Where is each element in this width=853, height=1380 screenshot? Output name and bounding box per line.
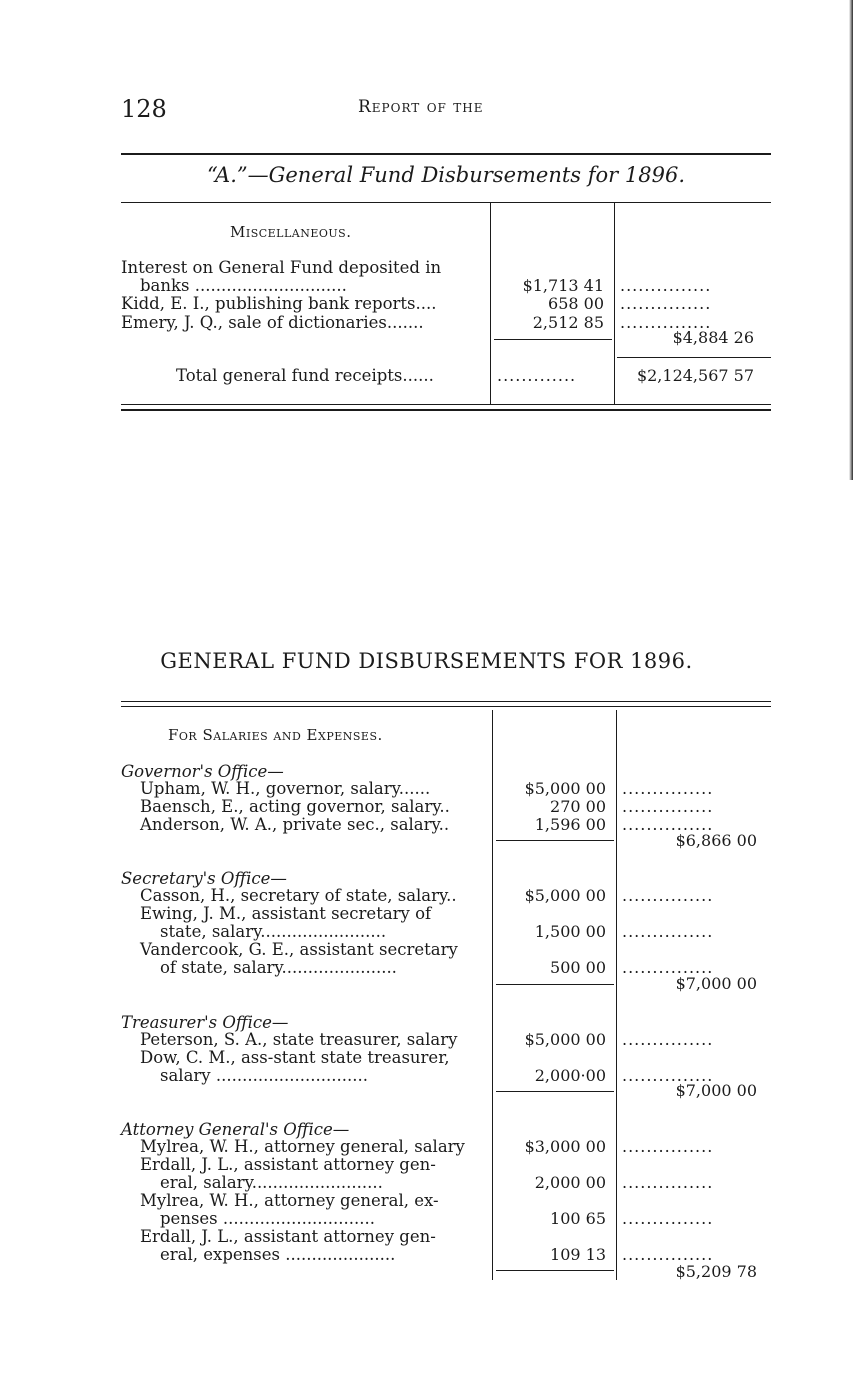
governor-row-2-amount: 270 00 — [550, 797, 606, 816]
treasurer-row-2-label: Dow, C. M., ass-stant state treasurer, — [140, 1048, 450, 1067]
table-a-row-1-line1: Interest on General Fund deposited in — [121, 258, 442, 277]
disb-col-divider-2 — [616, 710, 617, 1280]
governor-row-3-dots: ............... — [622, 815, 714, 834]
governor-row-2-dots: ............... — [622, 797, 714, 816]
table-a-col-divider-2 — [614, 203, 615, 405]
secretary-total: $7,000 00 — [675, 974, 757, 993]
attorney-row-3-amount: 100 65 — [550, 1209, 606, 1228]
table-a-total-label: Total general fund receipts...... — [176, 366, 434, 385]
secretary-row-3-amount: 500 00 — [550, 958, 606, 977]
attorney-row-4-label: Erdall, J. L., assistant attorney gen- — [140, 1227, 436, 1246]
treasurer-row-1-dots: ............... — [622, 1030, 714, 1049]
attorney-row-4-label-cont: eral, expenses ..................... — [160, 1245, 396, 1264]
running-head: Report of the — [358, 97, 484, 117]
attorney-row-3-label: Mylrea, W. H., attorney general, ex- — [140, 1191, 439, 1210]
main-title: GENERAL FUND DISBURSEMENTS FOR 1896. — [160, 649, 693, 673]
table-a-subtotal: $4,884 26 — [672, 328, 754, 347]
attorney-row-1-dots: ............... — [622, 1137, 714, 1156]
attorney-row-2-label-cont: eral, salary......................... — [160, 1173, 383, 1192]
table-a-bottom-rule-1 — [121, 404, 771, 405]
disb-col-divider-1 — [492, 710, 493, 1280]
governor-office-heading: Governor's Office— — [121, 762, 284, 781]
table-a-row-2-dots: ............... — [620, 294, 712, 313]
table-a-title: “A.”—General Fund Disbursements for 1896. — [207, 163, 685, 187]
treasurer-total: $7,000 00 — [675, 1081, 757, 1100]
treasurer-row-2-label-cont: salary ............................. — [160, 1066, 368, 1085]
table-a-total-amount: $2,124,567 57 — [636, 366, 754, 385]
governor-total: $6,866 00 — [675, 831, 757, 850]
page-edge-shadow — [849, 0, 853, 480]
attorney-row-2-amount: 2,000 00 — [534, 1173, 606, 1192]
disb-top-rule-2 — [121, 706, 771, 707]
table-a-top-rule — [121, 153, 771, 155]
treasurer-row-2-amount: 2,000·00 — [534, 1066, 606, 1085]
table-a-row-1-dots: ............... — [620, 276, 712, 295]
secretary-subtotal-rule — [496, 984, 614, 985]
attorney-row-4-amount: 109 13 — [550, 1245, 606, 1264]
secretary-row-3-label: Vandercook, G. E., assistant secretary — [140, 940, 458, 959]
disb-top-rule-1 — [121, 701, 771, 702]
treasurer-row-2-dots: ............... — [622, 1066, 714, 1085]
attorney-total: $5,209 78 — [675, 1262, 757, 1281]
table-a-row-1-line2: banks ............................. — [140, 276, 347, 295]
attorney-row-1-label: Mylrea, W. H., attorney general, salary — [140, 1137, 465, 1156]
table-a-row-2-label: Kidd, E. I., publishing bank reports.... — [121, 294, 437, 313]
secretary-office-heading: Secretary's Office— — [121, 869, 287, 888]
attorney-row-3-label-cont: penses ............................. — [160, 1209, 375, 1228]
table-a-subtotal-rule — [494, 339, 612, 340]
table-a-section-heading: Miscellaneous. — [230, 223, 352, 241]
table-a-col-divider-1 — [490, 203, 491, 405]
table-a-row-1-amount: $1,713 41 — [522, 276, 604, 295]
treasurer-row-1-label: Peterson, S. A., state treasurer, salary — [140, 1030, 458, 1049]
attorney-row-1-amount: $3,000 00 — [524, 1137, 606, 1156]
governor-row-3-label: Anderson, W. A., private sec., salary.. — [140, 815, 450, 834]
attorney-row-4-dots: ............... — [622, 1245, 714, 1264]
table-a-row-3-label: Emery, J. Q., sale of dictionaries....... — [121, 313, 424, 332]
table-a-row-3-dots: ............... — [620, 313, 712, 332]
table-a-bottom-rule-2 — [121, 409, 771, 411]
secretary-row-2-dots: ............... — [622, 922, 714, 941]
disb-section-heading: For Salaries and Expenses. — [168, 726, 383, 744]
governor-row-1-amount: $5,000 00 — [524, 779, 606, 798]
secretary-row-1-label: Casson, H., secretary of state, salary.. — [140, 886, 457, 905]
table-a-total-dots: ............. — [497, 366, 577, 385]
table-a-header-rule — [121, 202, 771, 203]
secretary-row-2-amount: 1,500 00 — [534, 922, 606, 941]
treasurer-row-1-amount: $5,000 00 — [524, 1030, 606, 1049]
secretary-row-2-label-cont: state, salary........................ — [160, 922, 387, 941]
secretary-row-1-dots: ............... — [622, 886, 714, 905]
governor-row-1-dots: ............... — [622, 779, 714, 798]
table-a-total-rule — [617, 357, 771, 358]
secretary-row-3-label-cont: of state, salary...................... — [160, 958, 397, 977]
attorney-row-2-dots: ............... — [622, 1173, 714, 1192]
attorney-office-heading: Attorney General's Office— — [121, 1120, 350, 1139]
treasurer-office-heading: Treasurer's Office— — [121, 1013, 289, 1032]
attorney-row-2-label: Erdall, J. L., assistant attorney gen- — [140, 1155, 436, 1174]
secretary-row-1-amount: $5,000 00 — [524, 886, 606, 905]
secretary-row-3-dots: ............... — [622, 958, 714, 977]
table-a-row-2-amount: 658 00 — [548, 294, 604, 313]
governor-row-3-amount: 1,596 00 — [534, 815, 606, 834]
governor-subtotal-rule — [496, 840, 614, 841]
attorney-row-3-dots: ............... — [622, 1209, 714, 1228]
attorney-subtotal-rule — [496, 1270, 614, 1271]
governor-row-2-label: Baensch, E., acting governor, salary.. — [140, 797, 450, 816]
secretary-row-2-label: Ewing, J. M., assistant secretary of — [140, 904, 432, 923]
table-a-row-3-amount: 2,512 85 — [532, 313, 604, 332]
page-number: 128 — [121, 95, 167, 123]
governor-row-1-label: Upham, W. H., governor, salary...... — [140, 779, 431, 798]
treasurer-subtotal-rule — [496, 1091, 614, 1092]
